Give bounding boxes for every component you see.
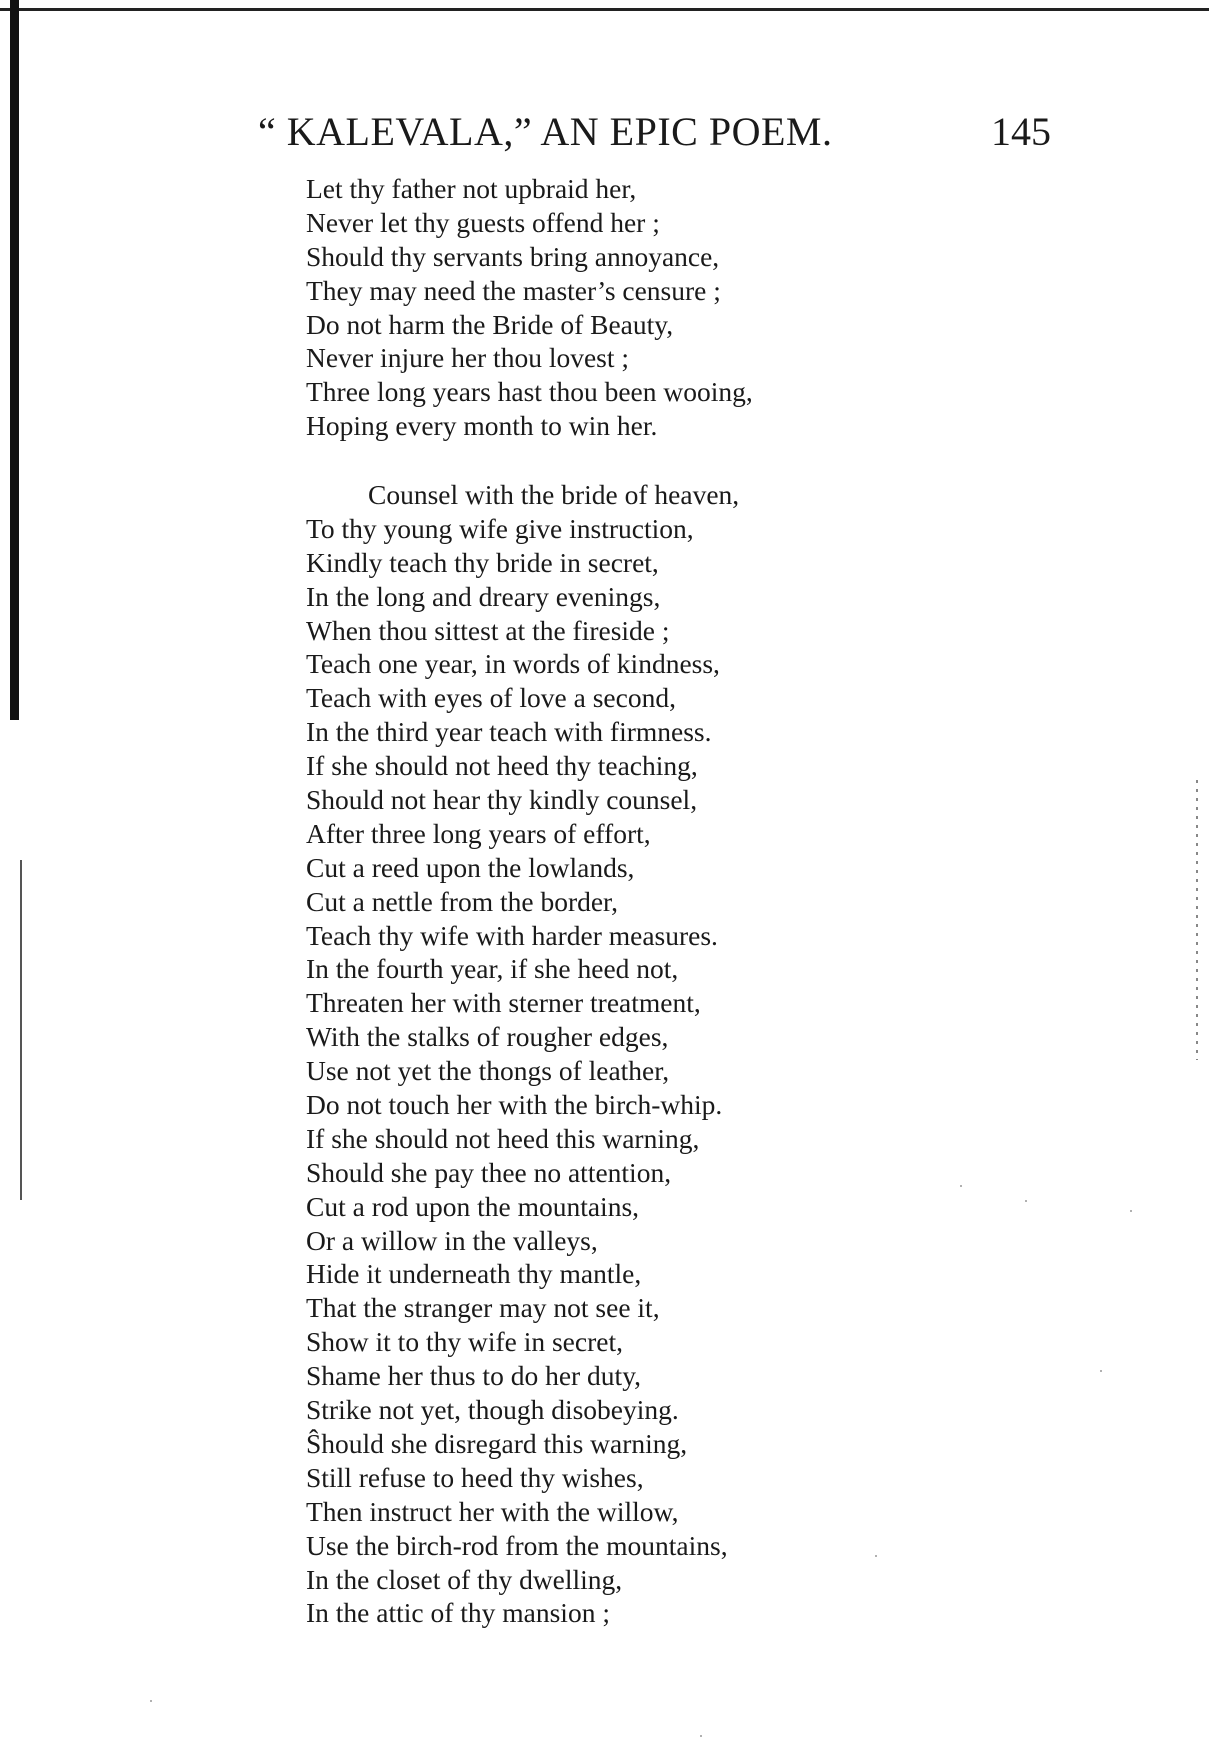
verse-line: Never let thy guests offend her ; [306,206,660,238]
verse-line: With the stalks of rougher edges, [306,1021,669,1053]
verse-line: Kindly teach thy bride in secret, [306,546,659,578]
verse-line: Still refuse to heed thy wishes, [306,1461,644,1493]
verse-line: Do not touch her with the birch-whip. [306,1089,723,1121]
verse-line: Then instruct her with the willow, [306,1495,679,1527]
verse-line: Ŝhould she disregard this warning, [306,1427,688,1459]
verse-line: Cut a nettle from the border, [306,885,618,917]
verse-line: Show it to thy wife in secret, [306,1326,623,1358]
verse-line: Threaten her with sterner treatment, [306,987,701,1019]
stanza-1 [306,172,753,443]
right-margin-scan-noise [1196,780,1198,1060]
verse-line: They may need the master’s censure ; [306,274,721,306]
verse-line: Hoping every month to win her. [306,410,658,442]
verse-line: Teach thy wife with harder measures. [306,919,718,951]
verse-line: After three long years of effort, [306,817,651,849]
running-title: “ KALEVALA,” AN EPIC POEM. [258,109,833,154]
page-header [258,108,1058,160]
verse-line: Three long years hast thou been wooing, [306,376,753,408]
verse-line: Never injure her thou lovest ; [306,342,630,374]
verse-line: Use the birch-rod from the mountains, [306,1529,728,1561]
verse-line: In the third year teach with firmness. [306,716,712,748]
verse-line: That the stranger may not see it, [306,1292,660,1324]
verse-line: Should she pay thee no attention, [306,1156,672,1188]
verse-line: Strike not yet, though disobeying. [306,1394,679,1426]
verse-line: When thou sittest at the fireside ; [306,614,670,646]
left-margin-scan-edge [10,0,19,720]
stanza-2 [306,478,739,1630]
verse-line: To thy young wife give instruction, [306,512,694,544]
verse-line: In the closet of thy dwelling, [306,1563,623,1595]
verse-line: Do not harm the Bride of Beauty, [306,308,674,340]
verse-line: Teach one year, in words of kindness, [306,648,720,680]
verse-line: In the long and dreary evenings, [306,580,661,612]
verse-line: Hide it underneath thy mantle, [306,1258,642,1290]
verse-line: If she should not heed this warning, [306,1122,700,1154]
page-number: 145 [991,109,1051,154]
verse-line: Cut a rod upon the mountains, [306,1190,640,1222]
top-border-rule [0,8,1209,11]
verse-line: If she should not heed thy teaching, [306,750,698,782]
verse-line: Teach with eyes of love a second, [306,682,676,714]
verse-line: In the attic of thy mansion ; [306,1597,610,1629]
left-margin-scan-line [20,860,22,1200]
verse-line: Or a willow in the valleys, [306,1224,598,1256]
verse-line: Cut a reed upon the lowlands, [306,851,635,883]
verse-line: Should not hear thy kindly counsel, [306,784,698,816]
verse-line: Let thy father not upbraid her, [306,173,637,204]
verse-line: Use not yet the thongs of leather, [306,1055,670,1087]
verse-line: Should thy servants bring annoyance, [306,240,720,272]
verse-line: Shame her thus to do her duty, [306,1360,642,1392]
verse-line: In the fourth year, if she heed not, [306,953,679,985]
verse-line-indented: Counsel with the bride of heaven, [368,479,740,510]
